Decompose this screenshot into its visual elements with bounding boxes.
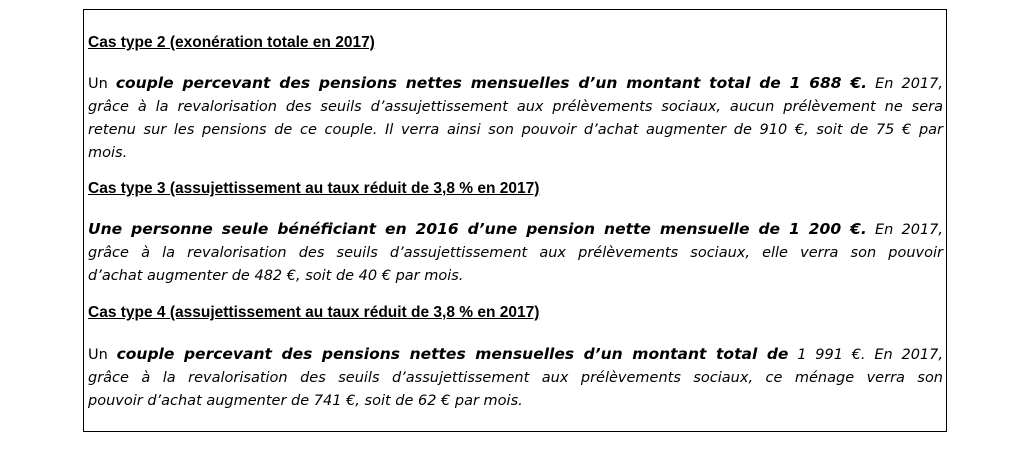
case-2-line-1 (88, 72, 943, 96)
case-3-line-2: grâce à la revalorisation des seuils d’assujettissement aux prélèvements sociaux, elle verra son pouvoir (88, 245, 943, 261)
case-2-heading: Cas type 2 (exonération totale en 2017) (88, 34, 375, 51)
case-2-line-1-end: En 2017, (867, 76, 943, 92)
case-2-intro: Un (88, 76, 116, 92)
case-4-line-1 (88, 343, 943, 367)
case-3-line-1 (88, 218, 943, 242)
case-4-heading: Cas type 4 (assujettissement au taux réduit de 3,8 % en 2017) (88, 304, 540, 321)
case-2-line-4: mois. (88, 145, 128, 161)
case-3-bold-text: Une personne seule bénéficiant en 2016 d’une pension nette mensuelle de 1 200 €. (88, 220, 867, 238)
case-4-intro: Un (88, 347, 117, 363)
case-2-bold-text: couple percevant des pensions nettes mensuelles d’un montant total de 1 688 €. (115, 74, 868, 92)
case-3-line-1-end: En 2017, (866, 222, 943, 238)
case-4-line-3: pouvoir d’achat augmenter de 741 €, soit de 62 € par mois. (88, 393, 523, 409)
case-3-line-3: d’achat augmenter de 482 €, soit de 40 € par mois. (88, 268, 464, 284)
case-2-line-2: grâce à la revalorisation des seuils d’assujettissement aux prélèvements sociaux, aucun prélèvement ne sera (88, 99, 943, 115)
case-3-paragraph (88, 218, 943, 288)
case-2-paragraph (88, 72, 943, 165)
case-4-line-1-end: 1 991 €. En 2017, (788, 347, 943, 363)
case-4-line-2: grâce à la revalorisation des seuils d’assujettissement aux prélèvements sociaux, ce ménage verra son (88, 370, 943, 386)
case-4-paragraph (88, 343, 943, 413)
case-2-line-3: retenu sur les pensions de ce couple. Il verra ainsi son pouvoir d’achat augmenter de 910 €, soit de 75 € par (88, 122, 943, 138)
case-4-bold-text: couple percevant des pensions nettes mensuelles d’un montant total de (116, 345, 789, 363)
case-3-heading: Cas type 3 (assujettissement au taux réduit de 3,8 % en 2017) (88, 180, 540, 197)
